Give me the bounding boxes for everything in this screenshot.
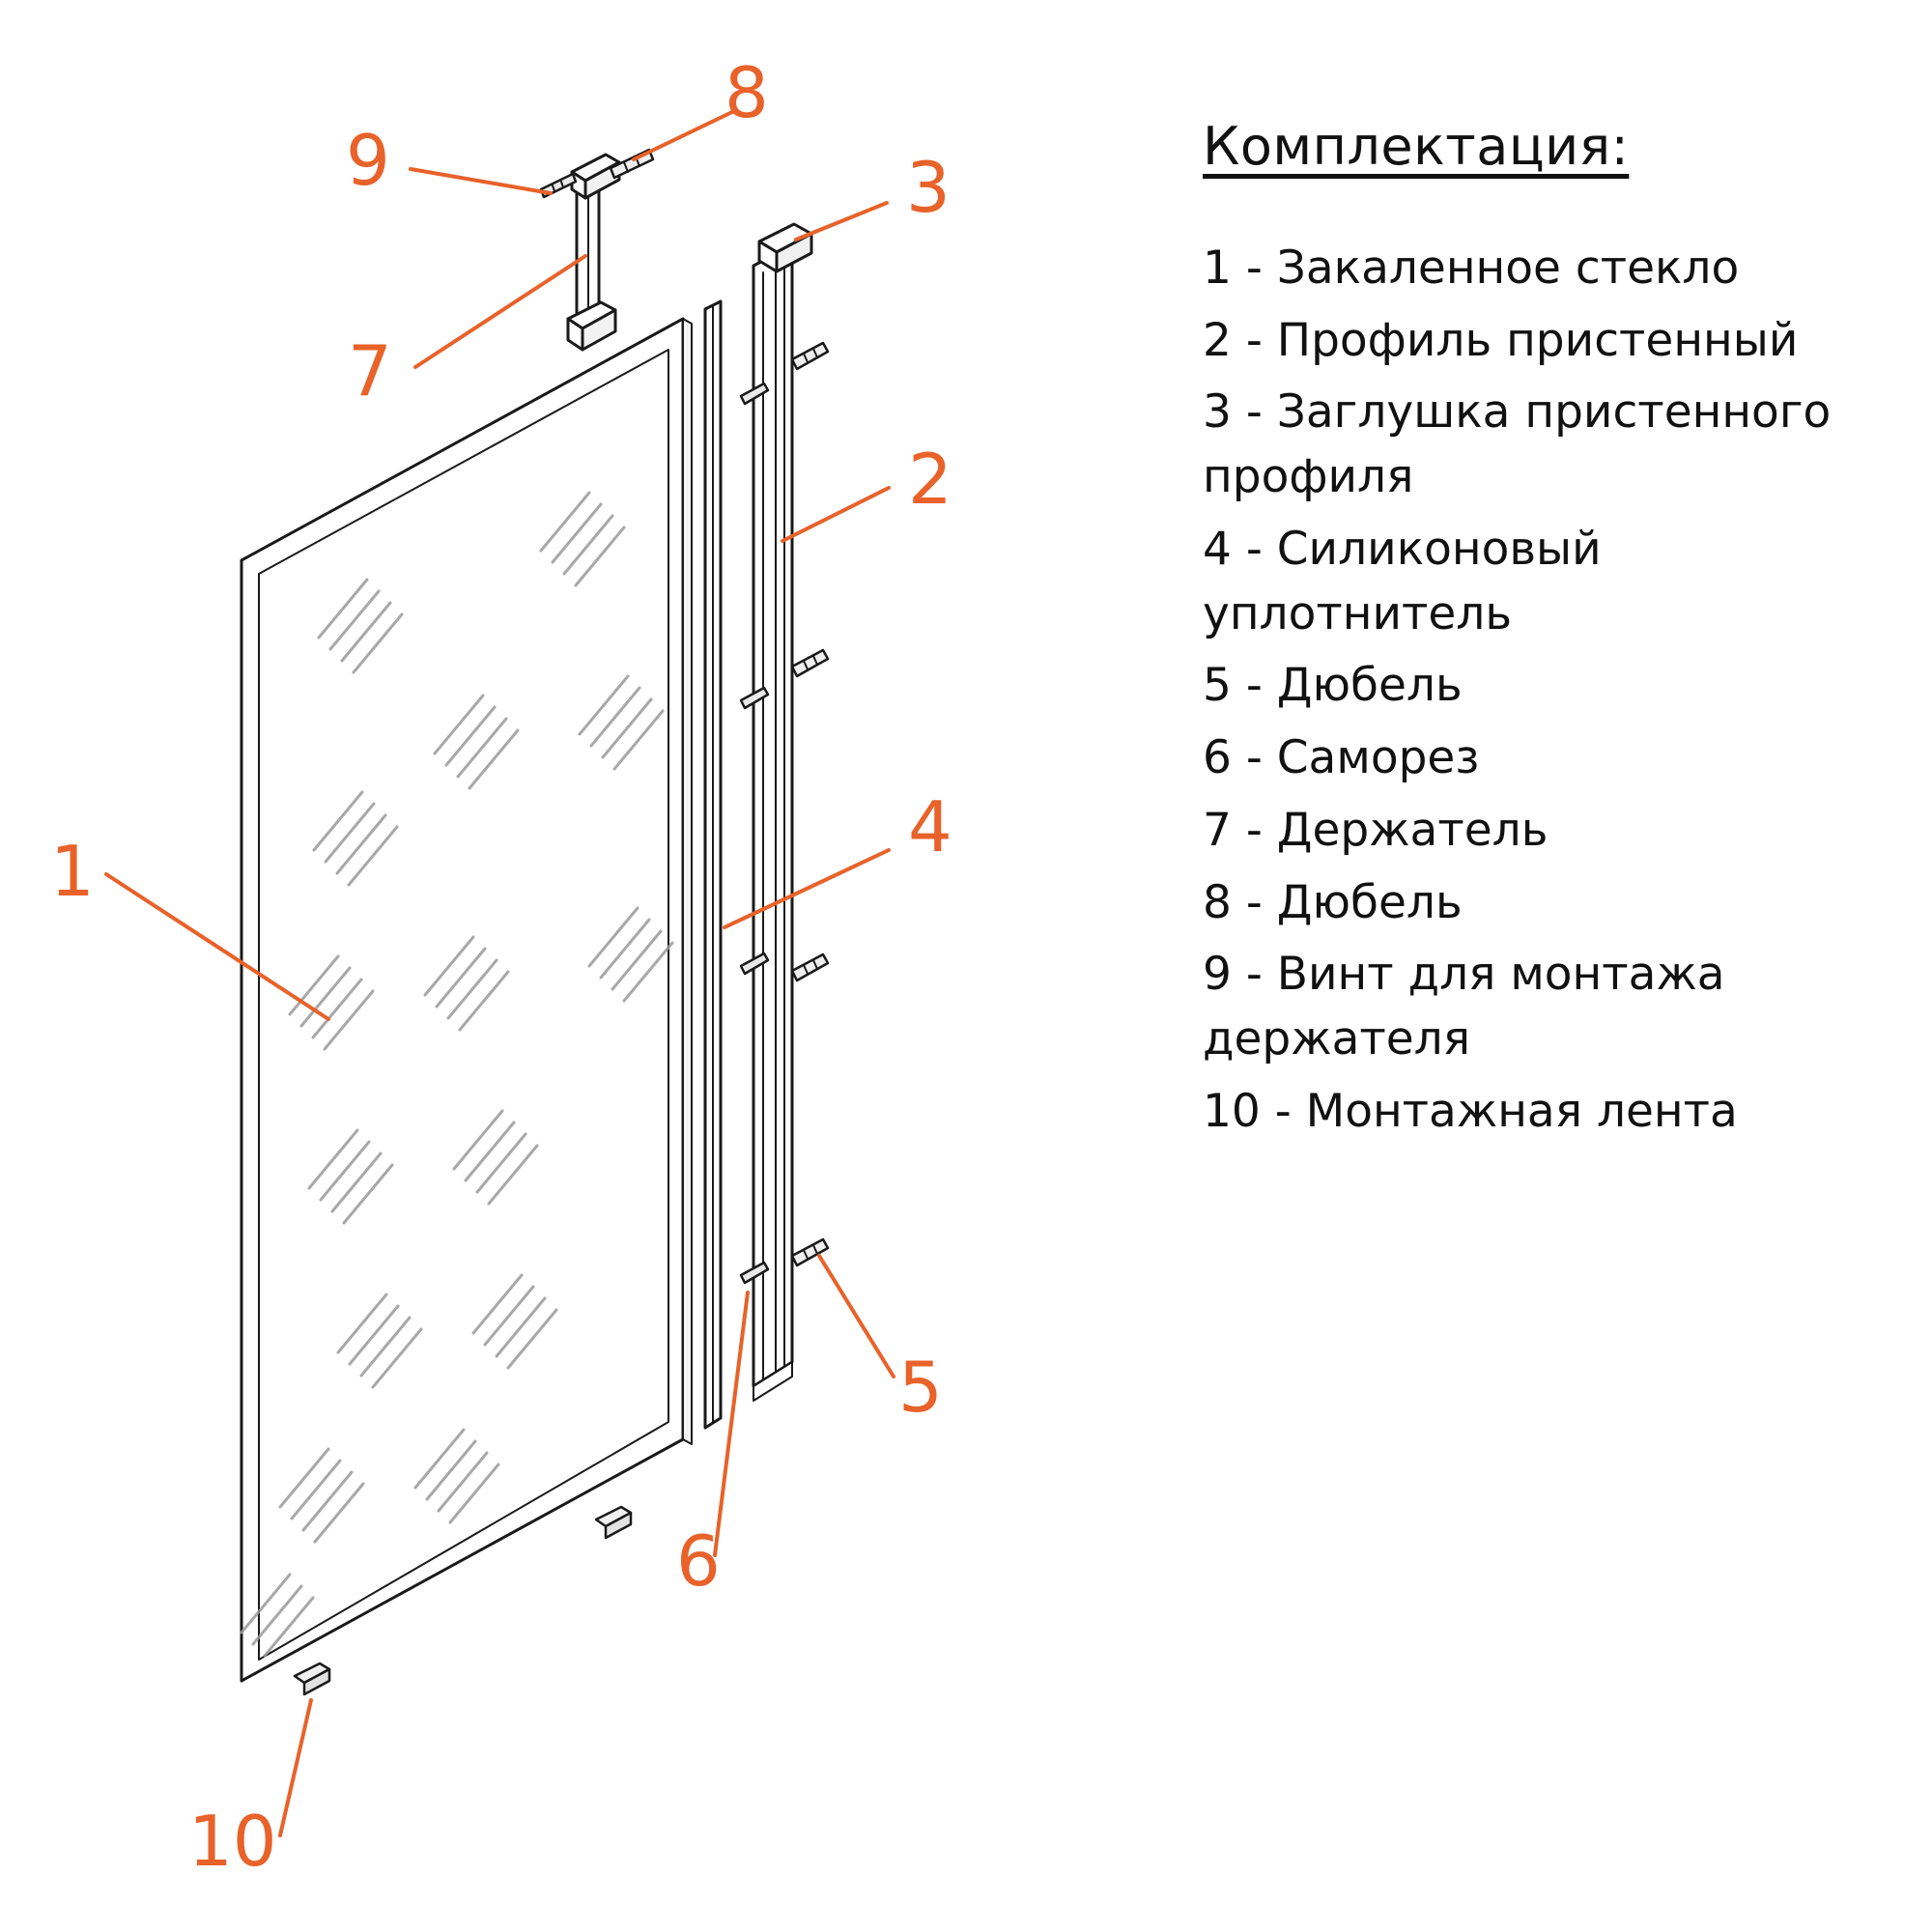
legend-title: Комплектация:	[1203, 116, 1630, 177]
leader-8	[634, 111, 734, 159]
holder-bar	[568, 155, 619, 350]
callout-label-9: 9	[346, 120, 390, 201]
leader-4	[724, 850, 889, 927]
components-legend	[1203, 116, 1908, 1152]
leader-9	[411, 169, 551, 193]
legend-item-1: 1 - Закаленное стекло	[1203, 242, 1740, 295]
callout-label-4: 4	[908, 786, 952, 867]
legend-list	[1203, 237, 1908, 1145]
callout-label-10: 10	[188, 1801, 277, 1882]
callout-label-2: 2	[908, 439, 952, 520]
legend-item-10: 10 - Монтажная лента	[1203, 1084, 1738, 1138]
callout-label-7: 7	[348, 330, 392, 412]
legend-item-7: 7 - Держатель	[1203, 803, 1548, 857]
legend-item-4: 4 - Силиконовый уплотнитель	[1203, 522, 1602, 640]
silicone-seal-strip	[705, 301, 721, 1428]
leader-7	[415, 256, 585, 367]
leader-2	[782, 488, 889, 541]
dowel-set	[792, 343, 828, 1265]
callout-label-3: 3	[906, 147, 951, 228]
callout-label-5: 5	[898, 1347, 943, 1428]
callout-label-8: 8	[724, 52, 769, 133]
leader-5	[819, 1256, 894, 1377]
legend-item-5: 5 - Дюбель	[1203, 659, 1463, 713]
leader-10	[280, 1700, 311, 1835]
callout-label-1: 1	[50, 831, 95, 912]
legend-item-3: 3 - Заглушка пристенного профиля	[1203, 385, 1832, 504]
wall-profile	[753, 246, 792, 1401]
legend-item-6: 6 - Саморез	[1203, 731, 1480, 785]
legend-item-9: 9 - Винт для монтажа держателя	[1203, 948, 1725, 1066]
legend-item-2: 2 - Профиль пристенный	[1203, 313, 1799, 367]
profile-end-cap	[759, 224, 811, 271]
leader-3	[796, 203, 887, 240]
callout-label-6: 6	[676, 1520, 721, 1602]
legend-item-8: 8 - Дюбель	[1203, 875, 1463, 929]
